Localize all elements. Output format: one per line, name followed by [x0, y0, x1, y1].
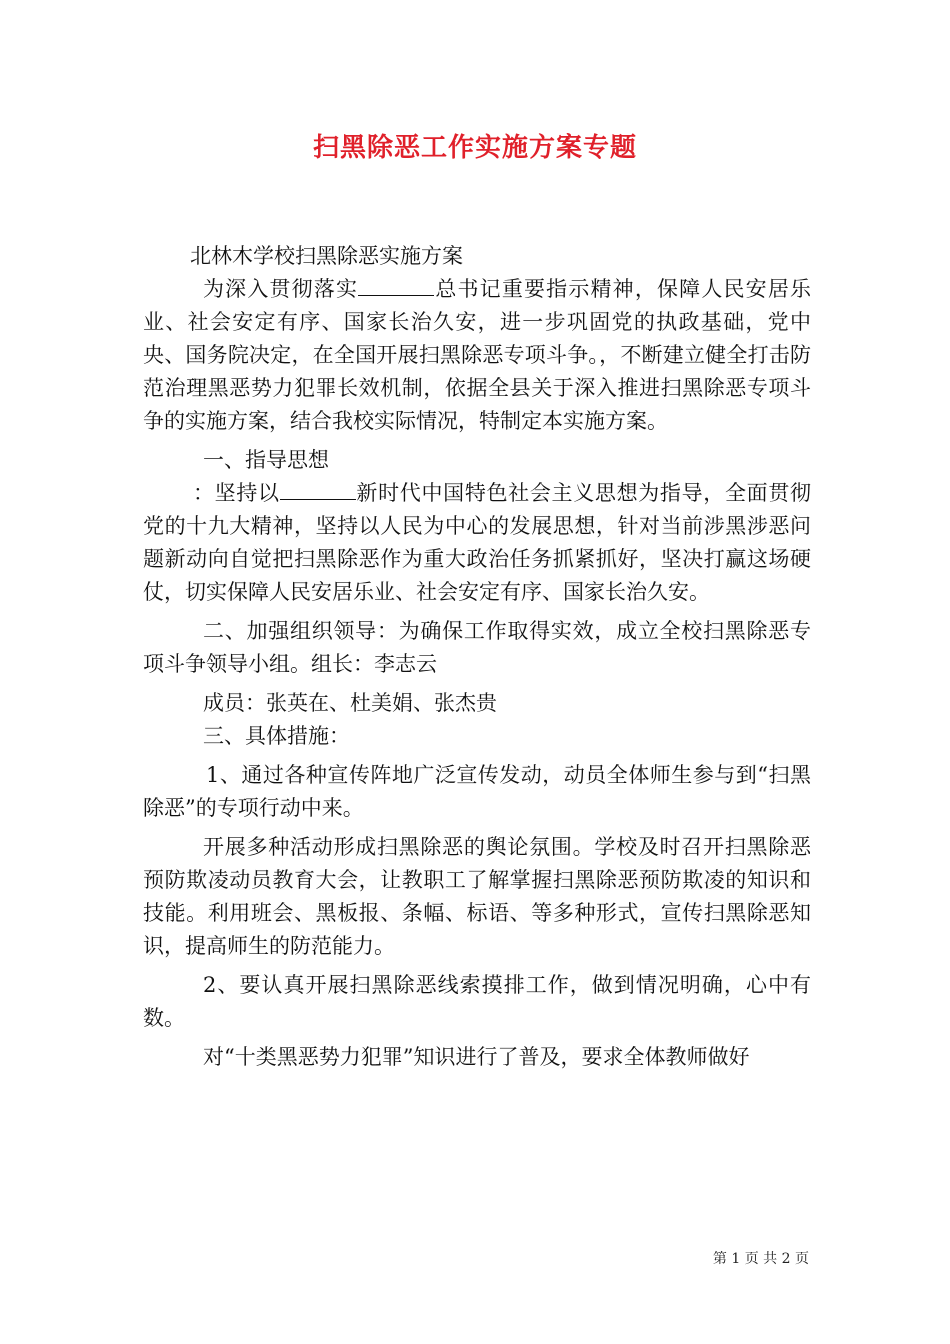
document-body [143, 240, 811, 1074]
measure-1-detail-paragraph: 开展多种活动形成扫黑除恶的舆论氛围。学校及时召开扫黑除恶预防欺凌动员教育大会，让教职工了解掌握扫黑除恶预防欺凌的知识和技能。利用班会、黑板报、条幅、标语、等多种形式，宣传扫黑除恶知识，提高师生的防范能力。 [143, 835, 811, 958]
page-number-footer: 第 1 页 共 2 页 [712, 1251, 809, 1267]
intro-text-rest: 总书记重要指示精神，保障人民安居乐业、社会安定有序、国家长治久安，进一步巩固党的执政基础，党中央、国务院决定，在全国开展扫黑除恶专项斗争。，不断建立健全打击防范治理黑恶势力犯罪长效机制，依据全县关于深入推进扫黑除恶专项斗争的实施方案，结合我校实际情况，特制定本实施方案。 [143, 277, 812, 433]
fill-in-blank [280, 479, 356, 500]
guiding-ideology-text-rest: 新时代中国特色社会主义思想为指导，全面贯彻党的十九大精神，坚持以人民为中心的发展思想，针对当前涉黑涉恶问题新动向自觉把扫黑除恶作为重大政治任务抓紧抓好，坚决打赢这场硬仗，切实保障人民安居乐业、社会安定有序、国家长治久安。 [143, 481, 812, 604]
intro-text-start: 为深入贯彻落实 [203, 277, 359, 301]
guiding-ideology-paragraph [143, 477, 811, 609]
measure-1-paragraph: 1、通过各种宣传阵地广泛宣传发动，动员全体师生参与到“扫黑除恶”的专项行动中来。 [143, 763, 811, 820]
guiding-ideology-text-start: ：坚持以 [193, 481, 280, 505]
members-line: 成员：张英在、杜美娟、张杰贵 [203, 691, 497, 715]
section-heading-measures: 三、具体措施： [203, 724, 350, 748]
page-title: 扫黑除恶工作实施方案专题 [312, 133, 637, 163]
document-subtitle: 北林木学校扫黑除恶实施方案 [190, 244, 463, 268]
intro-paragraph [143, 273, 811, 438]
organization-leadership-paragraph: 二、加强组织领导：为确保工作取得实效，成立全校扫黑除恶专项斗争领导小组。组长：李志云 [143, 619, 811, 676]
fill-in-blank [358, 275, 434, 296]
measure-2-paragraph: 2、要认真开展扫黑除恶线索摸排工作，做到情况明确，心中有数。 [143, 973, 811, 1030]
measure-2-detail-paragraph: 对“十类黑恶势力犯罪”知识进行了普及，要求全体教师做好 [203, 1045, 750, 1069]
section-heading-guiding-ideology: 一、指导思想 [203, 448, 329, 472]
